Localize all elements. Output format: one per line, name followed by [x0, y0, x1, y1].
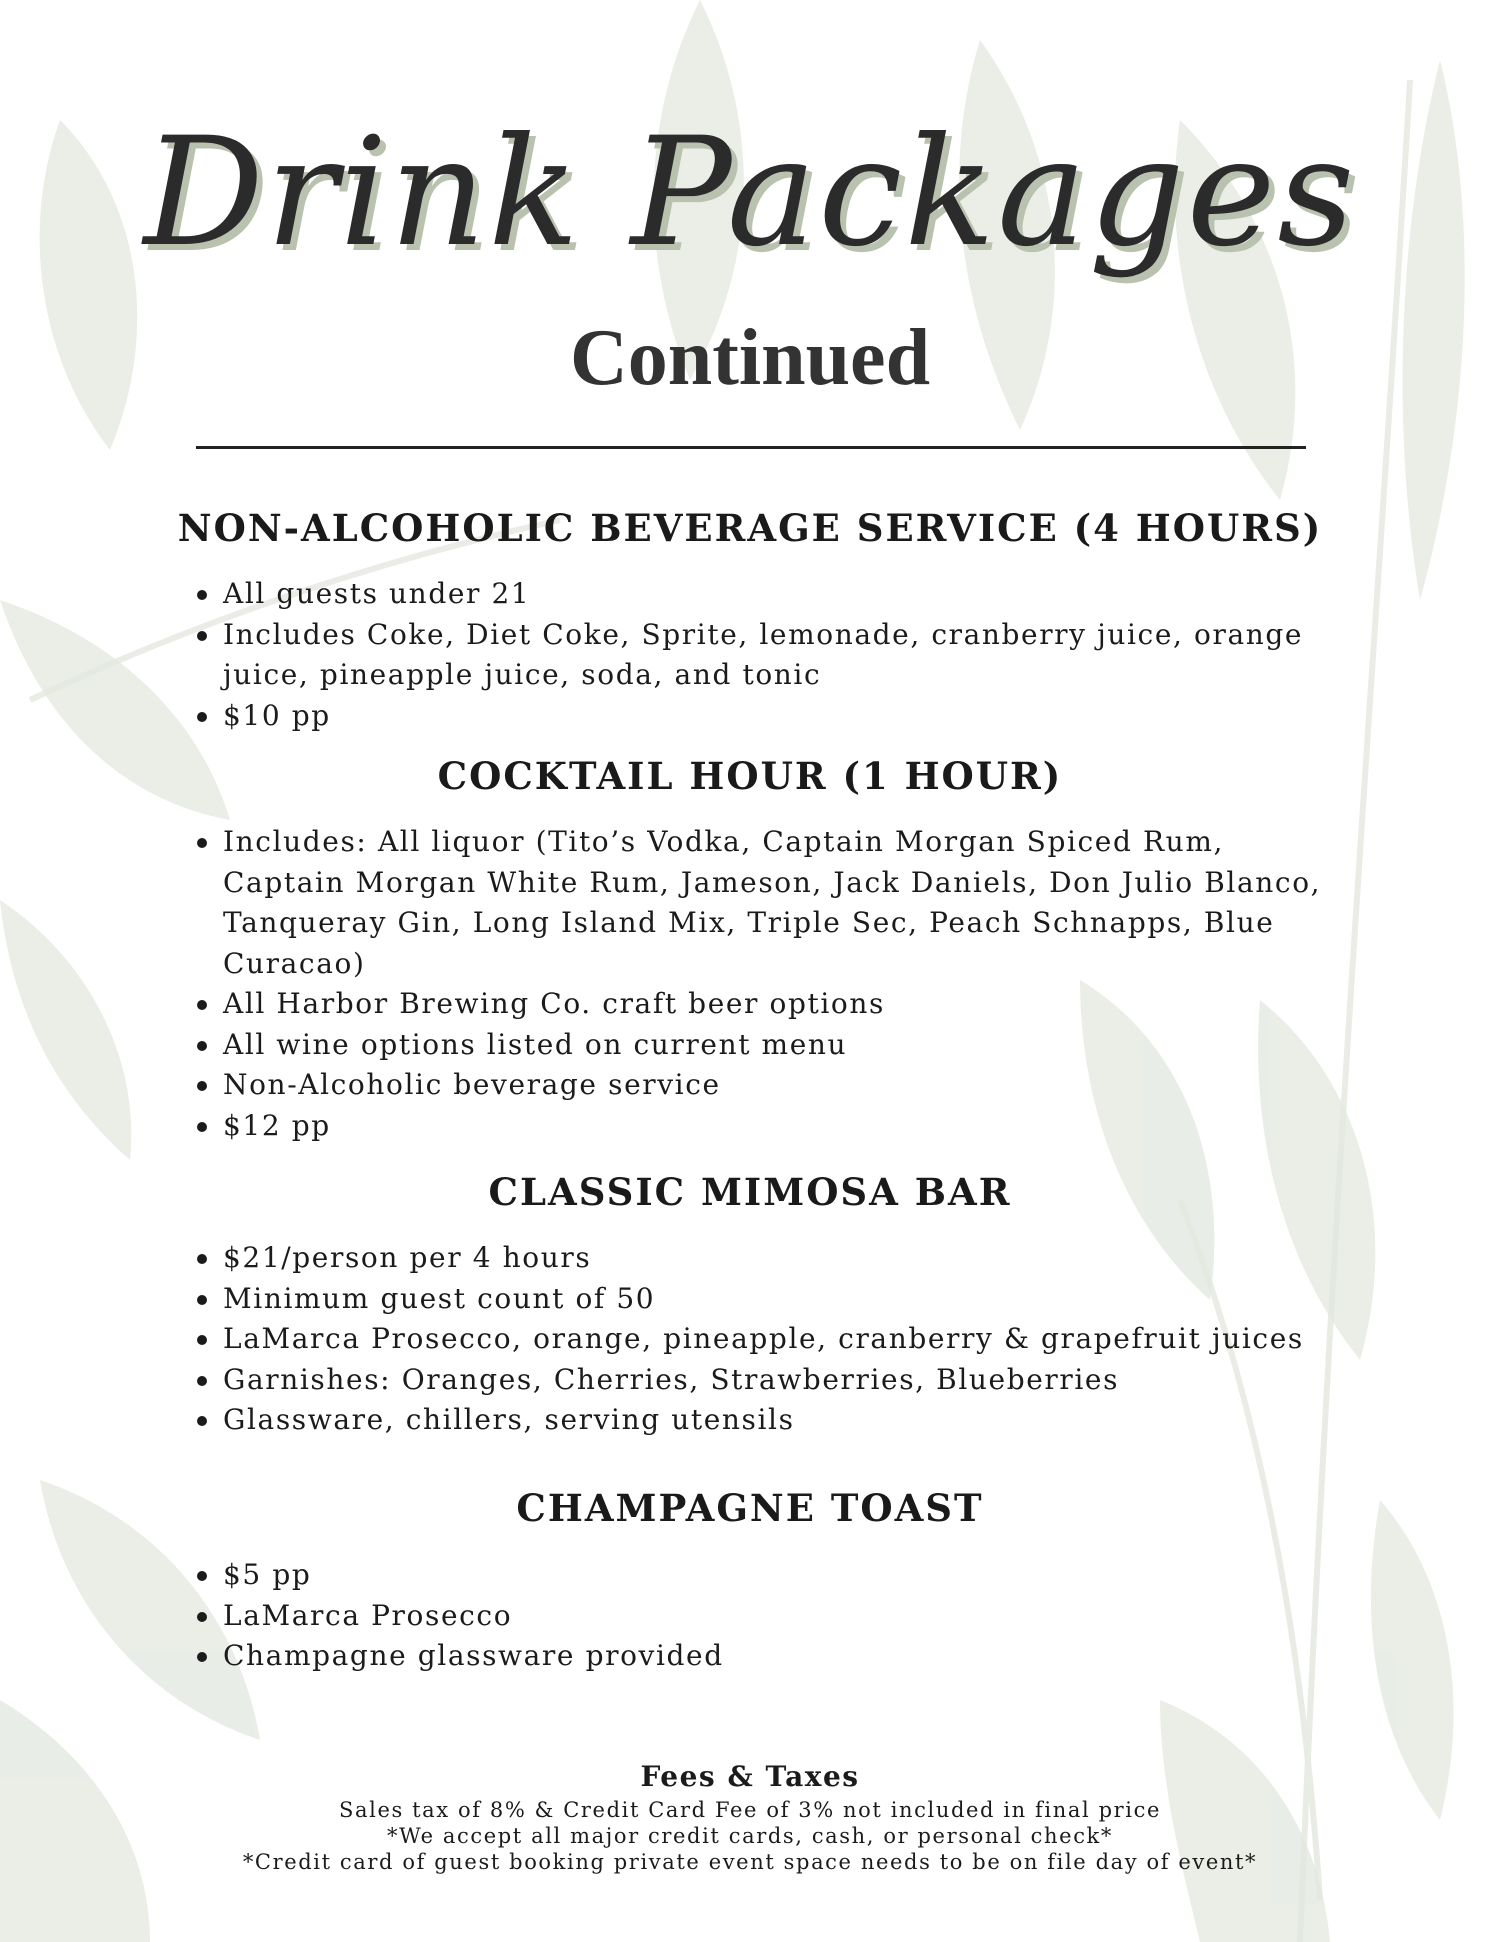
list-non-alcoholic — [0, 574, 1343, 736]
list-item: $5 pp — [0, 1555, 1343, 1596]
section-title-mimosa-bar: CLASSIC MIMOSA BAR — [488, 1170, 1012, 1214]
list-item: LaMarca Prosecco, orange, pineapple, cranberry & grapefruit juices — [0, 1319, 1343, 1360]
list-item: Non-Alcoholic beverage service — [0, 1065, 1343, 1106]
list-item: All guests under 21 — [0, 574, 1343, 615]
list-item: Includes Coke, Diet Coke, Sprite, lemonade, cranberry juice, orange juice, pineapple juice, soda, and tonic — [0, 615, 1343, 696]
list-cocktail-hour — [0, 822, 1343, 1146]
fees-line-tax: Sales tax of 8% & Credit Card Fee of 3% not included in final price — [339, 1798, 1161, 1822]
list-item: $12 pp — [0, 1106, 1343, 1147]
section-title-non-alcoholic: NON-ALCOHOLIC BEVERAGE SERVICE (4 HOURS) — [177, 506, 1323, 550]
title-divider — [196, 446, 1306, 449]
fees-line-payment: *We accept all major credit cards, cash, or personal check* — [387, 1824, 1113, 1848]
fees-title: Fees & Taxes — [640, 1760, 860, 1793]
fees-line-card-on-file: *Credit card of guest booking private event space needs to be on file day of event* — [242, 1850, 1258, 1874]
list-item: $10 pp — [0, 696, 1343, 737]
page-title: Drink Packages — [143, 106, 1357, 280]
list-item: LaMarca Prosecco — [0, 1596, 1343, 1637]
list-champagne-toast — [0, 1555, 1343, 1677]
list-item: All Harbor Brewing Co. craft beer options — [0, 984, 1343, 1025]
list-mimosa-bar — [0, 1238, 1343, 1441]
list-item: Glassware, chillers, serving utensils — [0, 1400, 1343, 1441]
list-item: $21/person per 4 hours — [0, 1238, 1343, 1279]
list-item: All wine options listed on current menu — [0, 1025, 1343, 1066]
page-subtitle: Continued — [569, 314, 931, 402]
list-item: Garnishes: Oranges, Cherries, Strawberries, Blueberries — [0, 1360, 1343, 1401]
list-item: Includes: All liquor (Tito’s Vodka, Captain Morgan Spiced Rum, Captain Morgan White Rum, Jameson, Jack Daniels, Don Julio Blanco, Tanqueray Gin, Long Island Mix, Triple Sec, Peach Schnapps, Blue Curacao) — [0, 822, 1343, 984]
list-item: Minimum guest count of 50 — [0, 1279, 1343, 1320]
section-title-champagne-toast: CHAMPAGNE TOAST — [516, 1486, 984, 1530]
list-item: Champagne glassware provided — [0, 1636, 1343, 1677]
section-title-cocktail-hour: COCKTAIL HOUR (1 HOUR) — [437, 754, 1063, 798]
